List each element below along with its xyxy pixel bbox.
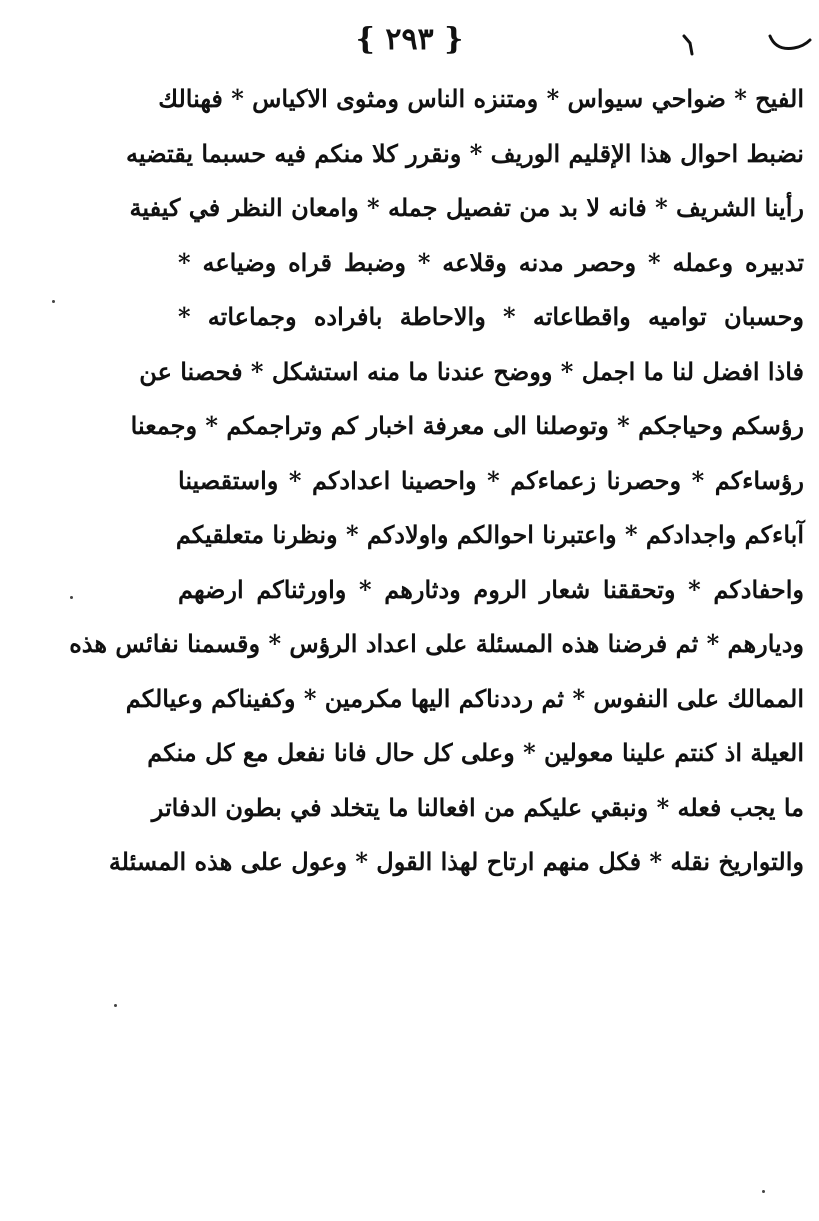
text-line: رؤساءكم * وحصرنا زعماءكم * واحصينا اعدادكم * واستقصينا: [178, 465, 804, 495]
text-line: وحسبان تواميه واقطاعاته * والاحاطة بافراده وجماعاته *: [178, 302, 804, 331]
margin-tick-mark: [680, 34, 700, 56]
text-line: تدبيره وعمله * وحصر مدنه وقلاعه * وضبط قراه وضياعه *: [178, 247, 804, 277]
text-line: وديارهم * ثم فرضنا هذه المسئلة على اعداد الرؤس * وقسمنا نفائس هذه: [69, 629, 804, 658]
text-line: الفيح * ضواحي سيواس * ومتنزه الناس ومثوى الاكياس * فهنالك: [158, 84, 804, 113]
text-line: العيلة اذ كنتم علينا معولين * وعلى كل حال فانا نفعل مع كل منكم: [147, 738, 804, 767]
text-line: رؤسكم وحياجكم * وتوصلنا الى معرفة اخبار كم وتراجمكم * وجمعنا: [130, 411, 804, 440]
text-line: رأينا الشريف * فانه لا بد من تفصيل جمله * وامعان النظر في كيفية: [129, 193, 804, 222]
paper-speck: [52, 300, 55, 303]
text-line: ما يجب فعله * ونبقي عليكم من افعالنا ما يتخلد في بطون الدفاتر: [151, 792, 804, 822]
text-line: نضبط احوال هذا الإقليم الوريف * ونقرر كلا منكم فيه حسبما يقتضيه: [126, 138, 804, 168]
text-line: واحفادكم * وتحققنا شعار الروم ودثارهم * واورثناكم ارضهم: [178, 574, 804, 604]
paper-speck: [114, 1004, 117, 1007]
corner-pen-mark: [768, 32, 812, 56]
paper-speck: [70, 596, 73, 599]
text-line: والتواريخ نقله * فكل منهم ارتاح لهذا القول * وعول على هذه المسئلة: [108, 847, 804, 876]
page-number: { ٢٩٣ }: [355, 22, 464, 57]
paper-speck: [762, 1190, 765, 1193]
manuscript-text-block: [69, 72, 804, 890]
text-line: فاذا افضل لنا ما اجمل * ووضح عندنا ما منه استشكل * فحصنا عن: [139, 356, 804, 386]
text-line: آباءكم واجدادكم * واعتبرنا احوالكم واولادكم * ونظرنا متعلقيكم: [175, 520, 804, 549]
text-line: الممالك على النفوس * ثم رددناكم اليها مكرمين * وكفيناكم وعيالكم: [125, 683, 804, 713]
